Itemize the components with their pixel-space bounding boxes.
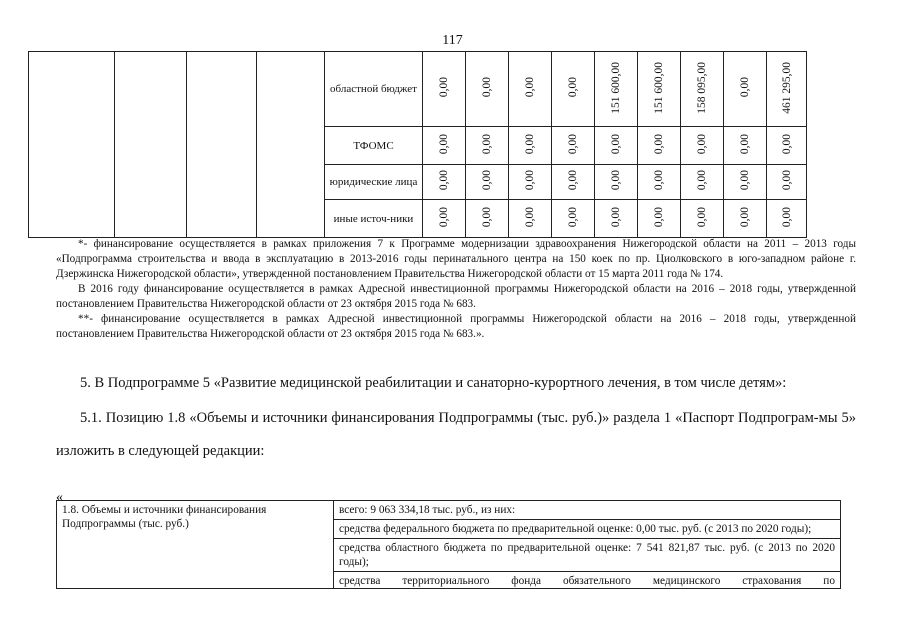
- funding-value: 0,00: [524, 77, 536, 98]
- funding-value-cell: [767, 165, 807, 200]
- funding-value-cell: [638, 52, 681, 127]
- funding-value-cell: [681, 127, 724, 165]
- funding-value: 0,00: [438, 170, 450, 191]
- funding-value: 0,00: [780, 133, 793, 155]
- funding-value: 0,00: [610, 133, 622, 155]
- funding-value: 0,00: [567, 77, 579, 98]
- funding-value-cell: [423, 127, 466, 165]
- funding-value-cell: [466, 52, 509, 127]
- funding-value: 0,00: [524, 206, 536, 228]
- funding-value-cell: [552, 52, 595, 127]
- opening-quote: «: [56, 490, 63, 505]
- funding-value: 0,00: [696, 170, 708, 191]
- funding-value: 0,00: [524, 133, 536, 155]
- funding-value-cell: [466, 165, 509, 200]
- funding-value-cell: [509, 127, 552, 165]
- funding-value: 461 295,00: [780, 61, 793, 114]
- funding-value: 0,00: [438, 77, 450, 98]
- passport-row: [57, 501, 841, 589]
- funding-value: 0,00: [481, 133, 493, 155]
- funding-source-label: юридические лица: [325, 165, 423, 200]
- funding-value-cell: [638, 127, 681, 165]
- funding-value: 0,00: [780, 206, 793, 228]
- funding-value: 0,00: [653, 170, 665, 191]
- funding-value: 0,00: [610, 206, 622, 228]
- empty-cell: [257, 52, 325, 238]
- funding-value: 0,00: [438, 206, 450, 228]
- passport-line-tfoms: средства территориального фонда обязательного медицинского страхования по: [339, 575, 835, 587]
- paragraph-5-1: 5.1. Позицию 1.8 «Объемы и источники финансирования Подпрограммы (тыс. руб.)» раздела 1 «Паспорт Подпрограм-мы 5» изложить в следующей редакции:: [56, 410, 856, 459]
- funding-value-cell: [595, 52, 638, 127]
- funding-value: 0,00: [653, 206, 665, 228]
- funding-value-cell: [552, 165, 595, 200]
- passport-line-total: всего: 9 063 334,18 тыс. руб., из них:: [334, 501, 840, 520]
- funding-value-cell: [552, 200, 595, 238]
- funding-value-cell: [595, 127, 638, 165]
- empty-cell: [29, 52, 115, 238]
- funding-value-cell: [466, 200, 509, 238]
- funding-value: 0,00: [567, 206, 579, 228]
- funding-value-cell: [767, 52, 807, 127]
- passport-line-regional: средства областного бюджета по предварительной оценке: 7 541 821,87 тыс. руб. (с 2013 по 2020 годы);: [334, 539, 840, 572]
- funding-value-cell: [638, 200, 681, 238]
- funding-value: 0,00: [739, 206, 751, 228]
- funding-value-cell: [466, 127, 509, 165]
- funding-value: 158 095,00: [696, 61, 708, 114]
- footnotes: [56, 237, 856, 342]
- funding-value-cell: [681, 200, 724, 238]
- funding-value-cell: [552, 127, 595, 165]
- funding-value-cell: [595, 200, 638, 238]
- funding-value-cell: [767, 200, 807, 238]
- financing-row: [29, 52, 807, 127]
- footnote-3: **- финансирование осуществляется в рамках Адресной инвестиционной программы Нижегородской области на 2016 – 2018 годы, утвержденной постановлением Правительства Нижегородской области от 23 октября 2015 года № 683.».: [56, 313, 856, 340]
- funding-value-cell: [509, 165, 552, 200]
- empty-cell: [115, 52, 187, 238]
- funding-value: 0,00: [438, 133, 450, 155]
- funding-source-label: иные источ-ники: [325, 200, 423, 238]
- funding-value: 151 600,00: [653, 61, 665, 114]
- passport-financing-text: [334, 501, 841, 589]
- funding-value: 0,00: [567, 170, 579, 191]
- funding-value: 0,00: [524, 170, 536, 191]
- funding-value: 0,00: [481, 170, 493, 191]
- funding-value: 0,00: [739, 77, 751, 98]
- passport-position-label: 1.8. Объемы и источники финансирования Подпрограммы (тыс. руб.): [57, 501, 334, 589]
- passport-table: [56, 500, 841, 589]
- funding-value: 0,00: [653, 133, 665, 155]
- paragraph-5: 5. В Подпрограмме 5 «Развитие медицинской реабилитации и санаторно-курортного лечения, в том числе детям»:: [80, 375, 787, 391]
- funding-value-cell: [423, 52, 466, 127]
- financing-table: [28, 51, 807, 238]
- funding-value: 0,00: [481, 206, 493, 228]
- funding-value: 0,00: [780, 170, 793, 191]
- funding-value: 0,00: [696, 206, 708, 228]
- funding-value-cell: [724, 200, 767, 238]
- funding-value-cell: [595, 165, 638, 200]
- funding-value-cell: [724, 127, 767, 165]
- funding-value-cell: [767, 127, 807, 165]
- funding-value: 0,00: [481, 77, 493, 98]
- funding-value-cell: [638, 165, 681, 200]
- funding-value-cell: [509, 200, 552, 238]
- funding-source-label: областной бюджет: [325, 52, 423, 127]
- funding-value-cell: [681, 165, 724, 200]
- funding-value: 0,00: [696, 133, 708, 155]
- funding-value-cell: [423, 165, 466, 200]
- funding-value: 0,00: [567, 133, 579, 155]
- funding-value-cell: [724, 165, 767, 200]
- funding-value: 0,00: [739, 170, 751, 191]
- funding-value-cell: [724, 52, 767, 127]
- funding-value-cell: [509, 52, 552, 127]
- footnote-2: В 2016 году финансирование осуществляется в рамках Адресной инвестиционной программы Нижегородской области на 2016 – 2018 годы, утвержденной постановлением Правительства Нижегородской области от 23 октября 2015 года № 683.: [56, 283, 856, 310]
- page-number: 117: [442, 33, 463, 48]
- passport-line-federal: средства федерального бюджета по предварительной оценке: 0,00 тыс. руб. (с 2013 по 2020 годы);: [334, 520, 840, 539]
- funding-value: 0,00: [610, 170, 622, 191]
- funding-value: 151 600,00: [610, 61, 622, 114]
- funding-value-cell: [423, 200, 466, 238]
- empty-cell: [187, 52, 257, 238]
- funding-source-label: ТФОМС: [325, 127, 423, 165]
- footnote-1: *- финансирование осуществляется в рамках приложения 7 к Программе модернизации здравоохранения Нижегородской области на 2011 – 2013 годы «Подпрограмма строительства и ввода в эксплуатацию в 2013-2016 годы перинатального центра на 150 коек по пр. Циолковского в юго-западном районе г. Дзержинска Нижегородской области», утвержденной постановлением Правительства Нижегородской области от 15 марта 2011 года № 174.: [56, 238, 856, 280]
- funding-value: 0,00: [739, 133, 751, 155]
- funding-value-cell: [681, 52, 724, 127]
